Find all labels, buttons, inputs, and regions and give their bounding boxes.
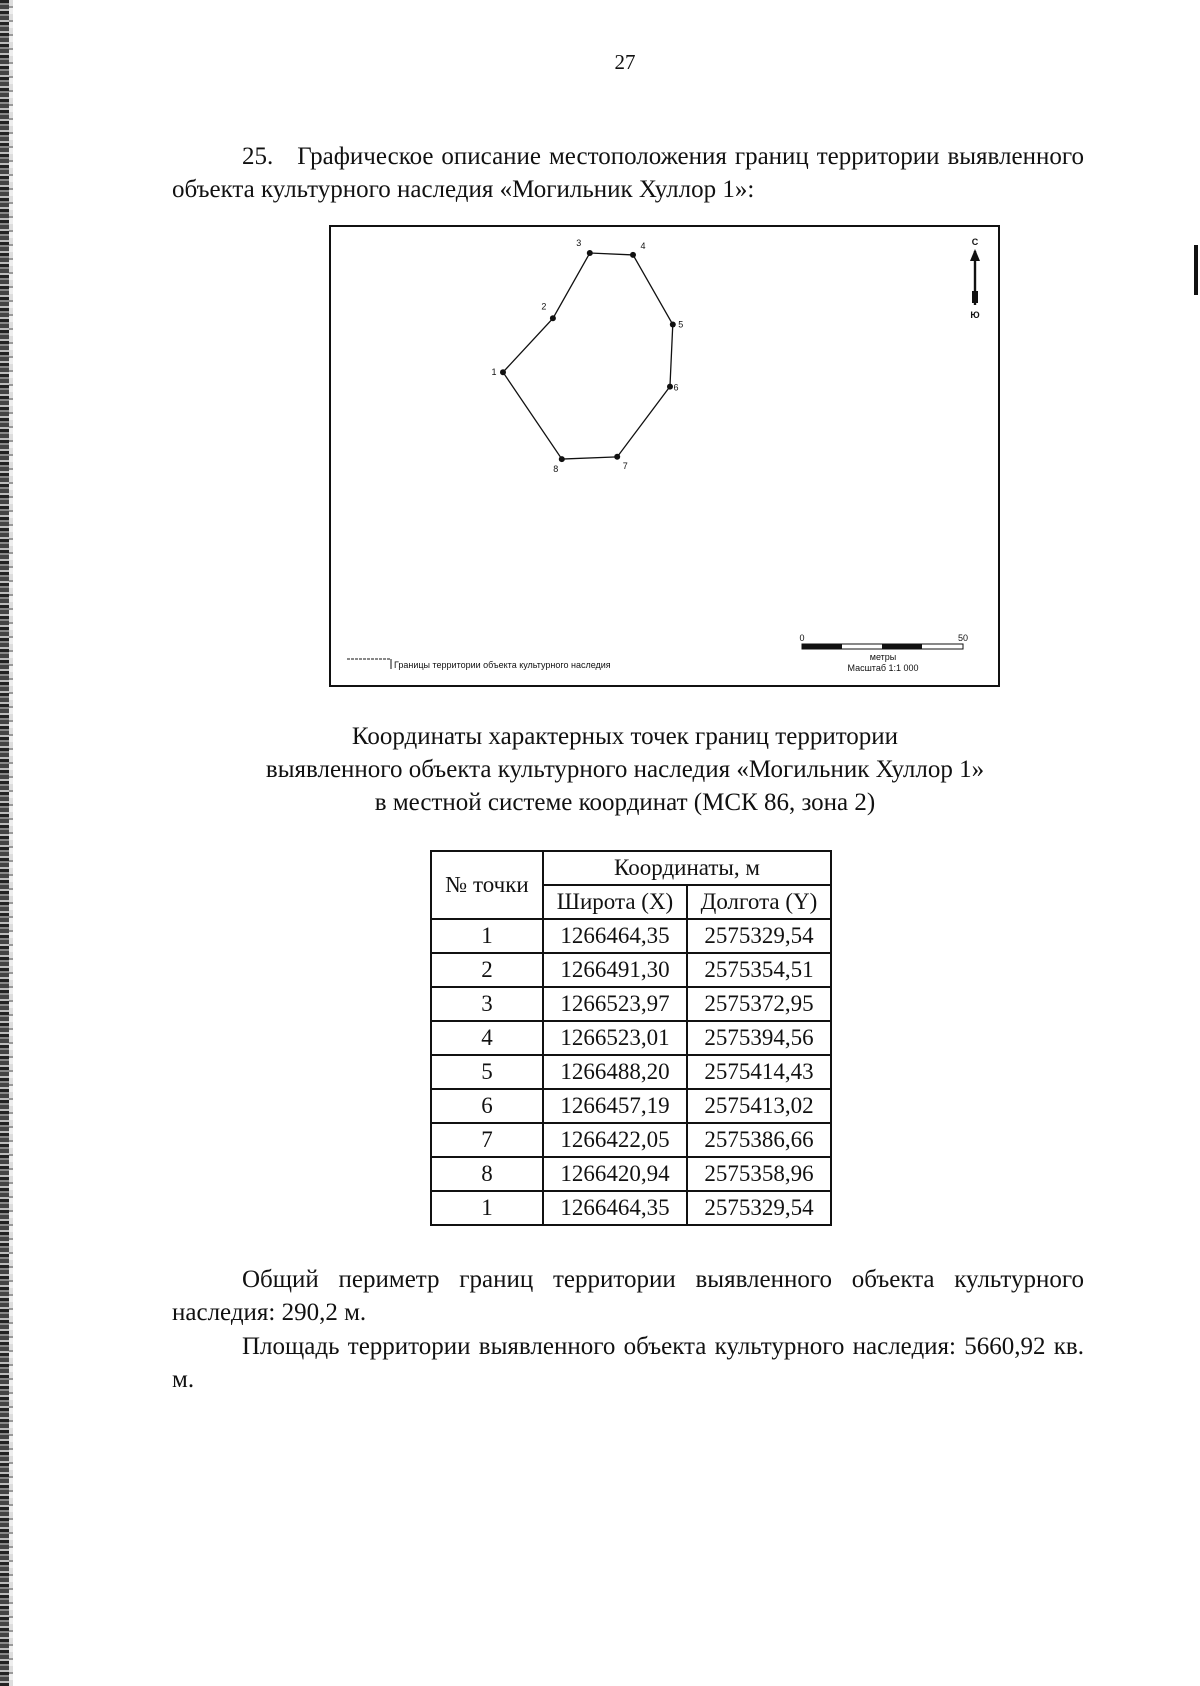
longitude-cell: 2575414,43 (687, 1055, 831, 1089)
scale-max: 50 (957, 633, 969, 643)
map-legend (347, 659, 611, 670)
boundary-map-canvas (331, 227, 998, 685)
page-number: 27 (614, 50, 636, 74)
header-latitude-x: Широта (X) (543, 885, 687, 919)
legend-text: Границы территории объекта культурного наследия (394, 660, 611, 670)
point-number-cell: 3 (431, 987, 543, 1021)
caption-line-1: Координаты характерных точек границ территории (351, 723, 899, 750)
boundary-map (329, 225, 1000, 687)
boundary-point-label: 4 (640, 240, 646, 251)
north-arrow-head (970, 249, 980, 261)
longitude-cell: 2575394,56 (687, 1021, 831, 1055)
longitude-cell: 2575413,02 (687, 1089, 831, 1123)
table-row (431, 1055, 831, 1089)
scale-bar (799, 633, 968, 673)
boundary-point-7 (614, 454, 620, 460)
perimeter-paragraph: Общий периметр границ территории выявленного объекта культурного наследия: 290,2 м. (172, 1266, 1084, 1326)
point-number-cell: 6 (431, 1089, 543, 1123)
boundary-point-label: 7 (622, 460, 628, 471)
scale-bar-segment-3 (882, 644, 922, 649)
north-arrow-base (972, 291, 978, 303)
boundary-point-1 (500, 369, 506, 375)
table-row (431, 919, 831, 953)
scan-mark (1194, 245, 1198, 295)
caption-line-3: в местной системе координат (МСК 86, зона 2) (374, 789, 876, 816)
scale-unit: метры (869, 652, 897, 662)
boundary-point-6 (667, 384, 673, 390)
coordinates-table (430, 850, 832, 1226)
boundary-points (491, 238, 683, 474)
area-paragraph: Площадь территории выявленного объекта культурного наследия: 5660,92 кв. м. (172, 1333, 1084, 1393)
point-number-cell: 7 (431, 1123, 543, 1157)
scale-bar-segment-1 (802, 644, 842, 649)
boundary-point-label: 1 (491, 367, 497, 378)
longitude-cell: 2575358,96 (687, 1157, 831, 1191)
table-row (431, 1123, 831, 1157)
coordinates-caption (0, 720, 1200, 819)
boundary-point-2 (550, 315, 556, 321)
point-number-cell: 2 (431, 953, 543, 987)
table-row (431, 1157, 831, 1191)
boundary-point-label: 5 (678, 319, 684, 330)
longitude-cell: 2575372,95 (687, 987, 831, 1021)
north-label: С (971, 237, 979, 247)
boundary-point-8 (559, 456, 565, 462)
latitude-cell: 1266422,05 (543, 1123, 687, 1157)
header-coordinates: Координаты, м (543, 851, 831, 885)
table-row (431, 1021, 831, 1055)
boundary-point-label: 2 (541, 301, 547, 312)
latitude-cell: 1266464,35 (543, 919, 687, 953)
point-number-cell: 1 (431, 1191, 543, 1225)
north-arrow (970, 237, 980, 320)
section-heading (172, 140, 1084, 206)
scan-edge (0, 0, 9, 1686)
scale-text: Масштаб 1:1 000 (847, 663, 919, 673)
latitude-cell: 1266420,94 (543, 1157, 687, 1191)
scan-edge-shadow (9, 0, 13, 1686)
longitude-cell: 2575329,54 (687, 1191, 831, 1225)
table-row (431, 987, 831, 1021)
boundary-point-label: 8 (553, 464, 559, 475)
table-row (431, 1191, 831, 1225)
longitude-cell: 2575386,66 (687, 1123, 831, 1157)
point-number-cell: 4 (431, 1021, 543, 1055)
latitude-cell: 1266523,01 (543, 1021, 687, 1055)
boundary-point-label: 3 (576, 238, 582, 248)
south-label: Ю (970, 310, 980, 320)
latitude-cell: 1266523,97 (543, 987, 687, 1021)
section-number: 25. (242, 143, 274, 170)
table-row (431, 1089, 831, 1123)
section-heading-text: Графическое описание местоположения границ территории выявленного объекта культурного наследия «Могильник Хуллор 1»: (172, 143, 1084, 203)
scale-zero: 0 (799, 633, 805, 643)
header-point-number: № точки (431, 851, 543, 919)
point-number-cell: 1 (431, 919, 543, 953)
latitude-cell: 1266488,20 (543, 1055, 687, 1089)
latitude-cell: 1266464,35 (543, 1191, 687, 1225)
longitude-cell: 2575329,54 (687, 919, 831, 953)
longitude-cell: 2575354,51 (687, 953, 831, 987)
territory-boundary-polygon (503, 253, 673, 459)
boundary-point-label: 6 (673, 382, 679, 393)
header-longitude-y: Долгота (Y) (687, 885, 831, 919)
point-number-cell: 5 (431, 1055, 543, 1089)
boundary-point-5 (670, 322, 676, 328)
point-number-cell: 8 (431, 1157, 543, 1191)
table-row (431, 953, 831, 987)
latitude-cell: 1266491,30 (543, 953, 687, 987)
caption-line-2: выявленного объекта культурного наследия «Могильник Хуллор 1» (265, 756, 985, 783)
latitude-cell: 1266457,19 (543, 1089, 687, 1123)
boundary-point-4 (630, 252, 636, 258)
boundary-point-3 (587, 250, 593, 256)
